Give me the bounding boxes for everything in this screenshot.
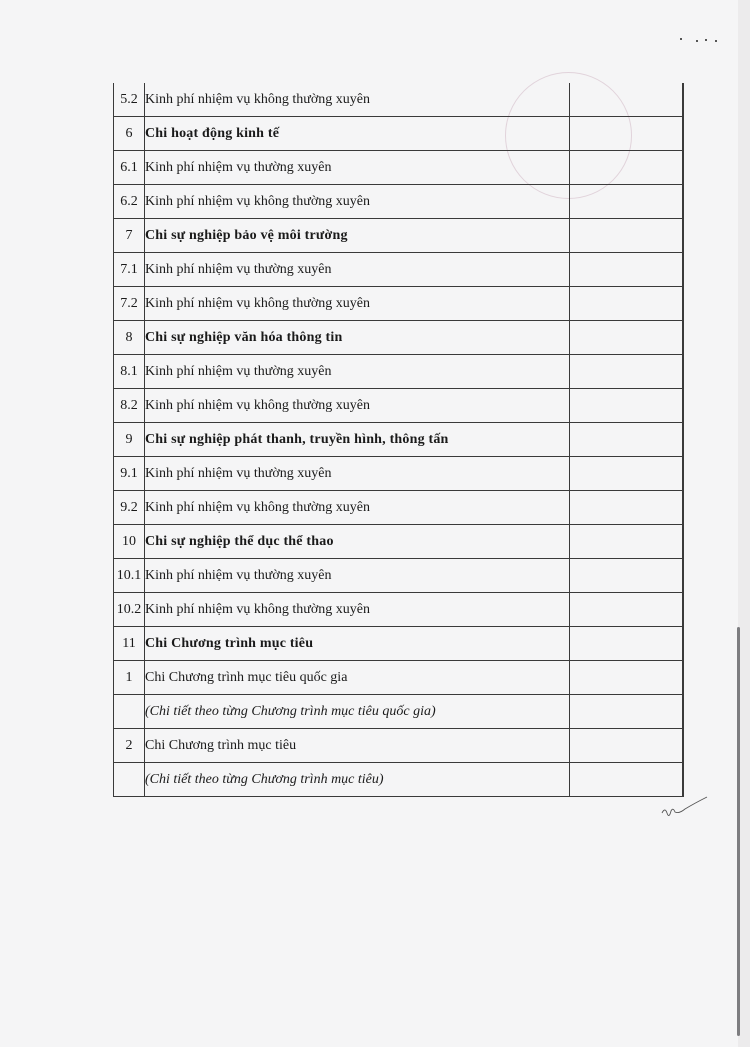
amount-cell	[570, 661, 683, 695]
amount-cell	[570, 695, 683, 729]
extra-cell	[683, 763, 684, 797]
extra-cell	[683, 729, 684, 763]
amount-cell	[570, 219, 683, 253]
extra-cell	[683, 661, 684, 695]
table-row	[114, 729, 684, 763]
signature-mark	[660, 795, 710, 819]
table-row	[114, 219, 684, 253]
table-row	[114, 695, 684, 729]
row-name-cell: Kinh phí nhiệm vụ không thường xuyên	[145, 389, 570, 423]
row-number-cell: 7.2	[114, 287, 145, 321]
row-number-cell: 8.2	[114, 389, 145, 423]
row-number-cell	[114, 763, 145, 797]
row-name-cell: Kinh phí nhiệm vụ không thường xuyên	[145, 593, 570, 627]
row-number-cell: 1	[114, 661, 145, 695]
row-name-cell: Chi hoạt động kinh tế	[145, 117, 570, 151]
row-name-cell: Chi sự nghiệp văn hóa thông tin	[145, 321, 570, 355]
extra-cell	[683, 627, 684, 661]
amount-cell	[570, 287, 683, 321]
amount-cell	[570, 151, 683, 185]
row-name-cell: (Chi tiết theo từng Chương trình mục tiêu quốc gia)	[145, 695, 570, 729]
row-name-cell: Kinh phí nhiệm vụ thường xuyên	[145, 253, 570, 287]
amount-cell	[570, 423, 683, 457]
row-number-cell: 10	[114, 525, 145, 559]
row-number-cell: 7.1	[114, 253, 145, 287]
table-row	[114, 83, 684, 117]
row-name-cell: Kinh phí nhiệm vụ thường xuyên	[145, 559, 570, 593]
table-row	[114, 151, 684, 185]
budget-table	[113, 83, 684, 797]
table-row	[114, 355, 684, 389]
amount-cell	[570, 491, 683, 525]
table-row	[114, 661, 684, 695]
amount-cell	[570, 559, 683, 593]
row-name-cell: Chi Chương trình mục tiêu	[145, 729, 570, 763]
row-number-cell: 6.2	[114, 185, 145, 219]
extra-cell	[683, 321, 684, 355]
extra-cell	[683, 423, 684, 457]
extra-cell	[683, 457, 684, 491]
row-number-cell: 6	[114, 117, 145, 151]
amount-cell	[570, 525, 683, 559]
row-name-cell: Chi Chương trình mục tiêu	[145, 627, 570, 661]
extra-cell	[683, 151, 684, 185]
table-row	[114, 185, 684, 219]
extra-cell	[683, 559, 684, 593]
row-number-cell: 9	[114, 423, 145, 457]
amount-cell	[570, 321, 683, 355]
amount-cell	[570, 389, 683, 423]
table-row	[114, 253, 684, 287]
extra-cell	[683, 185, 684, 219]
amount-cell	[570, 763, 683, 797]
table-row	[114, 423, 684, 457]
row-name-cell: Kinh phí nhiệm vụ không thường xuyên	[145, 287, 570, 321]
extra-cell	[683, 695, 684, 729]
table-row	[114, 525, 684, 559]
row-number-cell: 8.1	[114, 355, 145, 389]
extra-cell	[683, 593, 684, 627]
row-name-cell: Kinh phí nhiệm vụ không thường xuyên	[145, 185, 570, 219]
amount-cell	[570, 729, 683, 763]
amount-cell	[570, 457, 683, 491]
table-row	[114, 457, 684, 491]
row-name-cell: Kinh phí nhiệm vụ không thường xuyên	[145, 491, 570, 525]
amount-cell	[570, 627, 683, 661]
table-row	[114, 627, 684, 661]
budget-table-body	[114, 83, 684, 797]
table-row	[114, 491, 684, 525]
row-number-cell	[114, 695, 145, 729]
amount-cell	[570, 117, 683, 151]
row-number-cell: 2	[114, 729, 145, 763]
row-name-cell: Chi sự nghiệp phát thanh, truyền hình, thông tấn	[145, 423, 570, 457]
extra-cell	[683, 389, 684, 423]
row-number-cell: 7	[114, 219, 145, 253]
row-name-cell: Chi sự nghiệp thể dục thể thao	[145, 525, 570, 559]
amount-cell	[570, 253, 683, 287]
row-number-cell: 9.2	[114, 491, 145, 525]
extra-cell	[683, 491, 684, 525]
table-row	[114, 117, 684, 151]
row-name-cell: Kinh phí nhiệm vụ thường xuyên	[145, 355, 570, 389]
row-name-cell: Kinh phí nhiệm vụ thường xuyên	[145, 151, 570, 185]
table-row	[114, 287, 684, 321]
amount-cell	[570, 185, 683, 219]
extra-cell	[683, 355, 684, 389]
amount-cell	[570, 593, 683, 627]
row-name-cell: Kinh phí nhiệm vụ thường xuyên	[145, 457, 570, 491]
table-row	[114, 763, 684, 797]
extra-cell	[683, 525, 684, 559]
amount-cell	[570, 83, 683, 117]
extra-cell	[683, 117, 684, 151]
row-number-cell: 8	[114, 321, 145, 355]
table-row	[114, 559, 684, 593]
row-number-cell: 11	[114, 627, 145, 661]
row-name-cell: Chi sự nghiệp bảo vệ môi trường	[145, 219, 570, 253]
extra-cell	[683, 219, 684, 253]
row-number-cell: 6.1	[114, 151, 145, 185]
scan-speck	[680, 36, 720, 42]
row-name-cell: Chi Chương trình mục tiêu quốc gia	[145, 661, 570, 695]
scrollbar[interactable]	[737, 627, 740, 1036]
row-name-cell: Kinh phí nhiệm vụ không thường xuyên	[145, 83, 570, 117]
extra-cell	[683, 253, 684, 287]
table-row	[114, 389, 684, 423]
row-number-cell: 5.2	[114, 83, 145, 117]
extra-cell	[683, 287, 684, 321]
table-row	[114, 593, 684, 627]
row-name-cell: (Chi tiết theo từng Chương trình mục tiêu)	[145, 763, 570, 797]
table-row	[114, 321, 684, 355]
extra-cell	[683, 83, 684, 117]
row-number-cell: 10.1	[114, 559, 145, 593]
amount-cell	[570, 355, 683, 389]
row-number-cell: 10.2	[114, 593, 145, 627]
row-number-cell: 9.1	[114, 457, 145, 491]
